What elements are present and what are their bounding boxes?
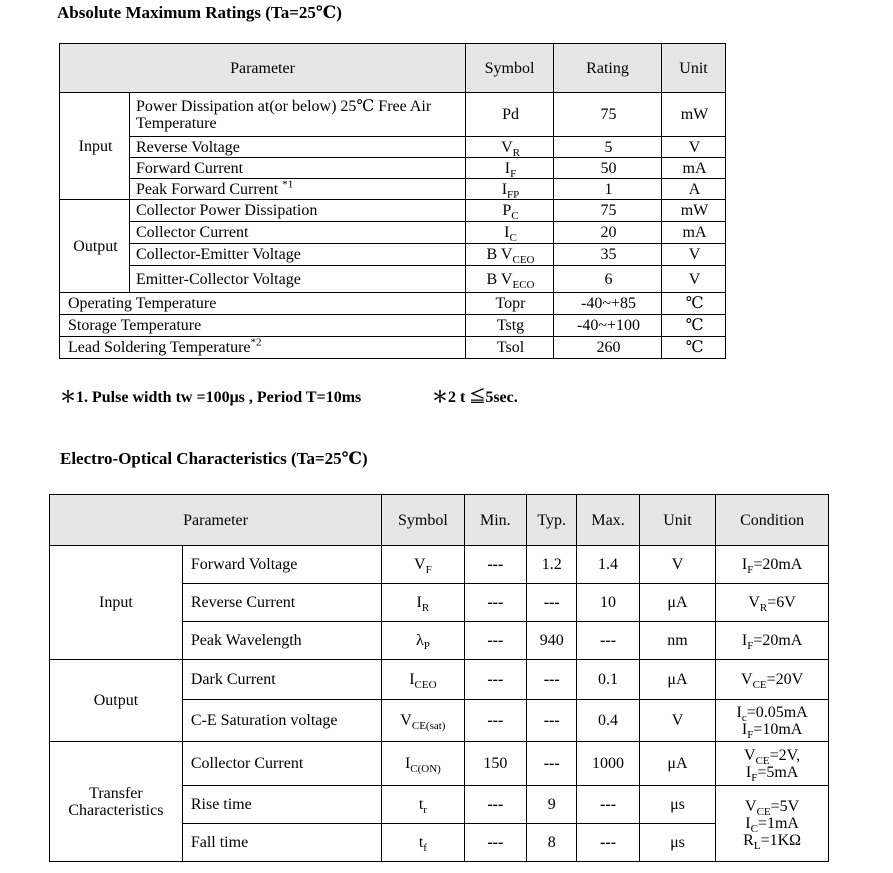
header-unit: Unit <box>662 44 726 93</box>
min-cell: --- <box>464 786 526 824</box>
condition-cell: $V_R=6V$ <box>716 584 829 622</box>
unit-cell: μA <box>639 660 715 700</box>
symbol-cell: B $V_{ECO}$ <box>466 266 554 293</box>
typ-cell: --- <box>527 700 577 742</box>
typ-cell: --- <box>527 584 577 622</box>
param-cell: Forward Voltage <box>182 546 381 584</box>
header-rating: Rating <box>554 44 662 93</box>
table-row <box>60 93 726 137</box>
symbol-cell: $V_R$ <box>466 137 554 158</box>
typ-cell: 9 <box>527 786 577 824</box>
rating-cell: 20 <box>554 222 662 244</box>
min-cell: --- <box>464 824 526 862</box>
max-cell: 0.1 <box>577 660 639 700</box>
param-cell: Rise time <box>182 786 381 824</box>
symbol-cell: $t_r$ <box>382 786 465 824</box>
rating-cell: 75 <box>554 200 662 222</box>
unit-cell: ℃ <box>662 315 726 337</box>
param-cell: Operating Temperature <box>60 293 466 315</box>
rating-cell: 260 <box>554 337 662 359</box>
unit-cell: V <box>639 700 715 742</box>
min-cell: 150 <box>464 742 526 786</box>
table-row <box>60 222 726 244</box>
max-cell: --- <box>577 622 639 660</box>
symbol-cell: $I_F$ <box>466 158 554 179</box>
symbol-cell: $V_F$ <box>382 546 465 584</box>
param-cell: C-E Saturation voltage <box>182 700 381 742</box>
param-cell: Power Dissipation at(or below) 25℃ Free Air Temperature <box>130 93 466 137</box>
header-condition: Condition <box>716 495 829 546</box>
symbol-cell: Tstg <box>466 315 554 337</box>
max-cell: 10 <box>577 584 639 622</box>
unit-cell: mA <box>662 158 726 179</box>
header-min: Min. <box>464 495 526 546</box>
condition-cell: $V_{CE}=2V$, $I_F=5mA$ <box>716 742 829 786</box>
footnote-soldering-time: ＊2 t ≦5sec. <box>432 389 518 406</box>
min-cell: --- <box>464 584 526 622</box>
typ-cell: 8 <box>527 824 577 862</box>
param-cell: Peak Forward Current $^{*1}$ <box>130 179 466 200</box>
abs-max-ratings-title: Absolute Maximum Ratings (Ta=25℃) <box>57 3 342 22</box>
condition-cell: $V_{CE}=5V$ $I_C=1mA$ $R_L=1K\Omega$ <box>716 786 829 862</box>
typ-cell: --- <box>527 742 577 786</box>
table-row <box>60 315 726 337</box>
header-symbol: Symbol <box>382 495 465 546</box>
unit-cell: ℃ <box>662 293 726 315</box>
unit-cell: mA <box>662 222 726 244</box>
table-row <box>60 179 726 200</box>
header-parameter: Parameter <box>60 44 466 93</box>
table-row <box>50 660 829 700</box>
unit-cell: A <box>662 179 726 200</box>
max-cell: 1000 <box>577 742 639 786</box>
typ-cell: 1.2 <box>527 546 577 584</box>
rating-cell: -40~+100 <box>554 315 662 337</box>
param-cell: Peak Wavelength <box>182 622 381 660</box>
unit-cell: mW <box>662 200 726 222</box>
table-row <box>60 337 726 359</box>
rating-cell: -40~+85 <box>554 293 662 315</box>
rating-cell: 6 <box>554 266 662 293</box>
max-cell: --- <box>577 786 639 824</box>
table-row <box>60 266 726 293</box>
condition-cell: $I_F=20mA$ <box>716 546 829 584</box>
param-cell: Reverse Voltage <box>130 137 466 158</box>
unit-cell: ℃ <box>662 337 726 359</box>
symbol-cell: $P_C$ <box>466 200 554 222</box>
condition-cell: $I_F=20mA$ <box>716 622 829 660</box>
unit-cell: V <box>662 137 726 158</box>
param-cell: Collector Current <box>130 222 466 244</box>
symbol-cell: Pd <box>466 93 554 137</box>
symbol-cell: $I_{C(ON)}$ <box>382 742 465 786</box>
param-cell: Forward Current <box>130 158 466 179</box>
table-row <box>50 546 829 584</box>
symbol-cell: $V_{CE(sat)}$ <box>382 700 465 742</box>
param-cell: Lead Soldering Temperature$^{*2}$ <box>60 337 466 359</box>
typ-cell: 940 <box>527 622 577 660</box>
unit-cell: V <box>639 546 715 584</box>
header-typ: Typ. <box>527 495 577 546</box>
table-row <box>50 742 829 786</box>
table-row <box>60 200 726 222</box>
header-parameter: Parameter <box>50 495 382 546</box>
symbol-cell: $I_{CEO}$ <box>382 660 465 700</box>
min-cell: --- <box>464 546 526 584</box>
symbol-cell: B $V_{CEO}$ <box>466 244 554 266</box>
param-cell: Fall time <box>182 824 381 862</box>
symbol-cell: $\lambda_P$ <box>382 622 465 660</box>
param-cell: Storage Temperature <box>60 315 466 337</box>
footnote-pulse-width: ＊1. Pulse width tw =100μs , Period T=10ms <box>60 389 362 406</box>
symbol-cell: Topr <box>466 293 554 315</box>
symbol-cell: $t_f$ <box>382 824 465 862</box>
unit-cell: μs <box>639 824 715 862</box>
symbol-cell: Tsol <box>466 337 554 359</box>
min-cell: --- <box>464 622 526 660</box>
rating-cell: 75 <box>554 93 662 137</box>
max-cell: --- <box>577 824 639 862</box>
param-cell: Collector-Emitter Voltage <box>130 244 466 266</box>
output-group-label: Output <box>60 200 130 293</box>
symbol-cell: $I_R$ <box>382 584 465 622</box>
transfer-group-label: Transfer Characteristics <box>50 742 183 862</box>
unit-cell: μA <box>639 584 715 622</box>
max-cell: 0.4 <box>577 700 639 742</box>
rating-cell: 1 <box>554 179 662 200</box>
table-row <box>60 244 726 266</box>
rating-cell: 5 <box>554 137 662 158</box>
param-cell: Collector Power Dissipation <box>130 200 466 222</box>
electro-optical-table <box>49 494 829 862</box>
input-group-label: Input <box>50 546 183 660</box>
unit-cell: μA <box>639 742 715 786</box>
symbol-cell: $I_C$ <box>466 222 554 244</box>
unit-cell: mW <box>662 93 726 137</box>
abs-max-ratings-table <box>59 43 726 359</box>
table-row <box>60 293 726 315</box>
table-row <box>60 158 726 179</box>
unit-cell: μs <box>639 786 715 824</box>
rating-cell: 50 <box>554 158 662 179</box>
condition-cell: $I_c=0.05mA$ $I_F=10mA$ <box>716 700 829 742</box>
param-cell: Collector Current <box>182 742 381 786</box>
typ-cell: --- <box>527 660 577 700</box>
unit-cell: V <box>662 266 726 293</box>
param-cell: Dark Current <box>182 660 381 700</box>
min-cell: --- <box>464 660 526 700</box>
param-cell: Emitter-Collector Voltage <box>130 266 466 293</box>
header-max: Max. <box>577 495 639 546</box>
output-group-label: Output <box>50 660 183 742</box>
param-cell: Reverse Current <box>182 584 381 622</box>
header-unit: Unit <box>639 495 715 546</box>
electro-optical-title: Electro-Optical Characteristics (Ta=25℃) <box>60 449 368 468</box>
table-row <box>60 137 726 158</box>
symbol-cell: $I_{FP}$ <box>466 179 554 200</box>
header-symbol: Symbol <box>466 44 554 93</box>
table-header-row <box>50 495 829 546</box>
table-header-row <box>60 44 726 93</box>
max-cell: 1.4 <box>577 546 639 584</box>
condition-cell: $V_{CE}=20V$ <box>716 660 829 700</box>
input-group-label: Input <box>60 93 130 200</box>
unit-cell: V <box>662 244 726 266</box>
unit-cell: nm <box>639 622 715 660</box>
rating-cell: 35 <box>554 244 662 266</box>
min-cell: --- <box>464 700 526 742</box>
